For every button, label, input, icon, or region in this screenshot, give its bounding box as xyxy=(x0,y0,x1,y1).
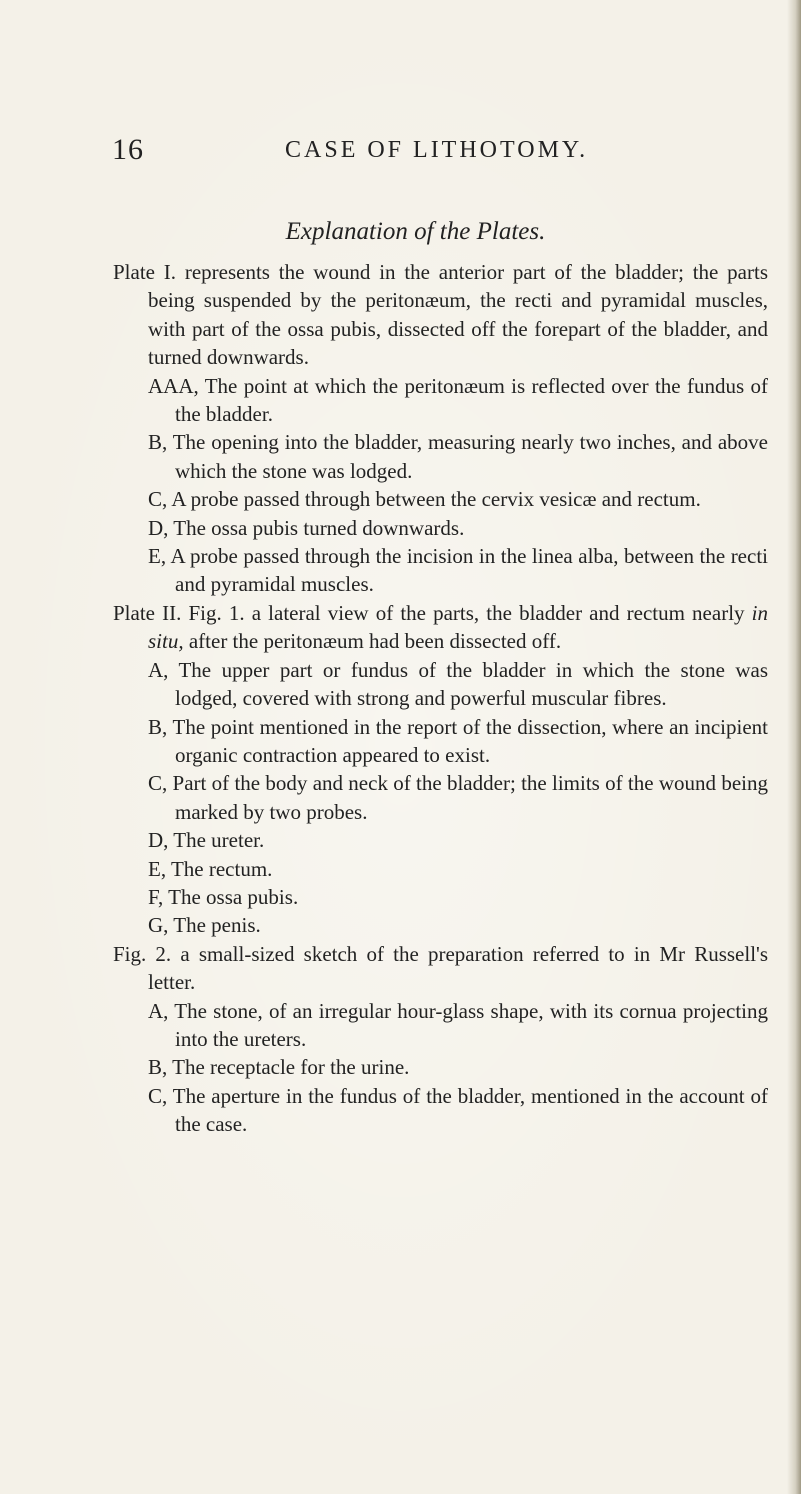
plate1-item-c: C, A probe passed through between the cervix vesicæ and rectum. xyxy=(148,487,701,512)
fig2-item-c: C, The aperture in the fundus of the bladder, mentioned in the account of the case. xyxy=(148,1083,768,1137)
plate1-item-d: D, The ossa pubis turned downwards. xyxy=(148,515,465,540)
page-header xyxy=(0,133,801,173)
plate1-intro: Plate I. represents the wound in the anterior part of the bladder; the parts being suspended by the peritonæum, the recti and pyramidal muscles, with part of the ossa pubis, dissected off the forepart of the bladder, and turned downwards. xyxy=(113,260,768,370)
page-number: 16 xyxy=(112,133,144,166)
plate2-item-g: G, The penis. xyxy=(148,913,261,938)
fig2-item-a: A, The stone, of an irregular hour-glass shape, with its cornua projecting into the ureters. xyxy=(148,998,768,1051)
plate1-item-b: B, The opening into the bladder, measuring nearly two inches, and above which the stone was lodged. xyxy=(148,430,768,483)
section-heading: Explanation of the Plates. xyxy=(285,218,546,245)
fig2-intro: Fig. 2. a small-sized sketch of the preparation referred to in Mr Russell's letter. xyxy=(113,941,768,995)
plate2-intro-post: after the peritonæum had been dissected off. xyxy=(183,629,562,654)
running-head: CASE OF LITHOTOMY. xyxy=(285,137,589,163)
plate1-item-e: E, A probe passed through the incision in the linea alba, between the recti and pyramidal muscles. xyxy=(148,544,768,597)
plate2-item-d: D, The ureter. xyxy=(148,828,265,853)
plate2-item-f: F, The ossa pubis. xyxy=(148,884,299,909)
plate2-item-a: A, The upper part or fundus of the bladder in which the stone was lodged, covered with strong and powerful muscular fibres. xyxy=(148,657,768,711)
plate2-intro-pre: Plate II. Fig. 1. a lateral view of the parts, the bladder and rectum nearly xyxy=(113,600,752,625)
fig2-item-b: B, The receptacle for the urine. xyxy=(148,1055,410,1080)
plate2-intro xyxy=(113,599,768,656)
plate2-intro-italic: in situ, xyxy=(148,600,768,654)
plate2-item-c: C, Part of the body and neck of the bladder; the limits of the wound being marked by two probes. xyxy=(148,771,768,824)
plate1-item-aaa: AAA, The point at which the peritonæum is reflected over the fundus of the bladder. xyxy=(148,373,768,427)
plate2-item-e: E, The rectum. xyxy=(148,856,273,881)
body-text xyxy=(113,258,768,1139)
plate2-item-b: B, The point mentioned in the report of the dissection, where an incipient organic contraction appeared to exist. xyxy=(148,714,768,767)
